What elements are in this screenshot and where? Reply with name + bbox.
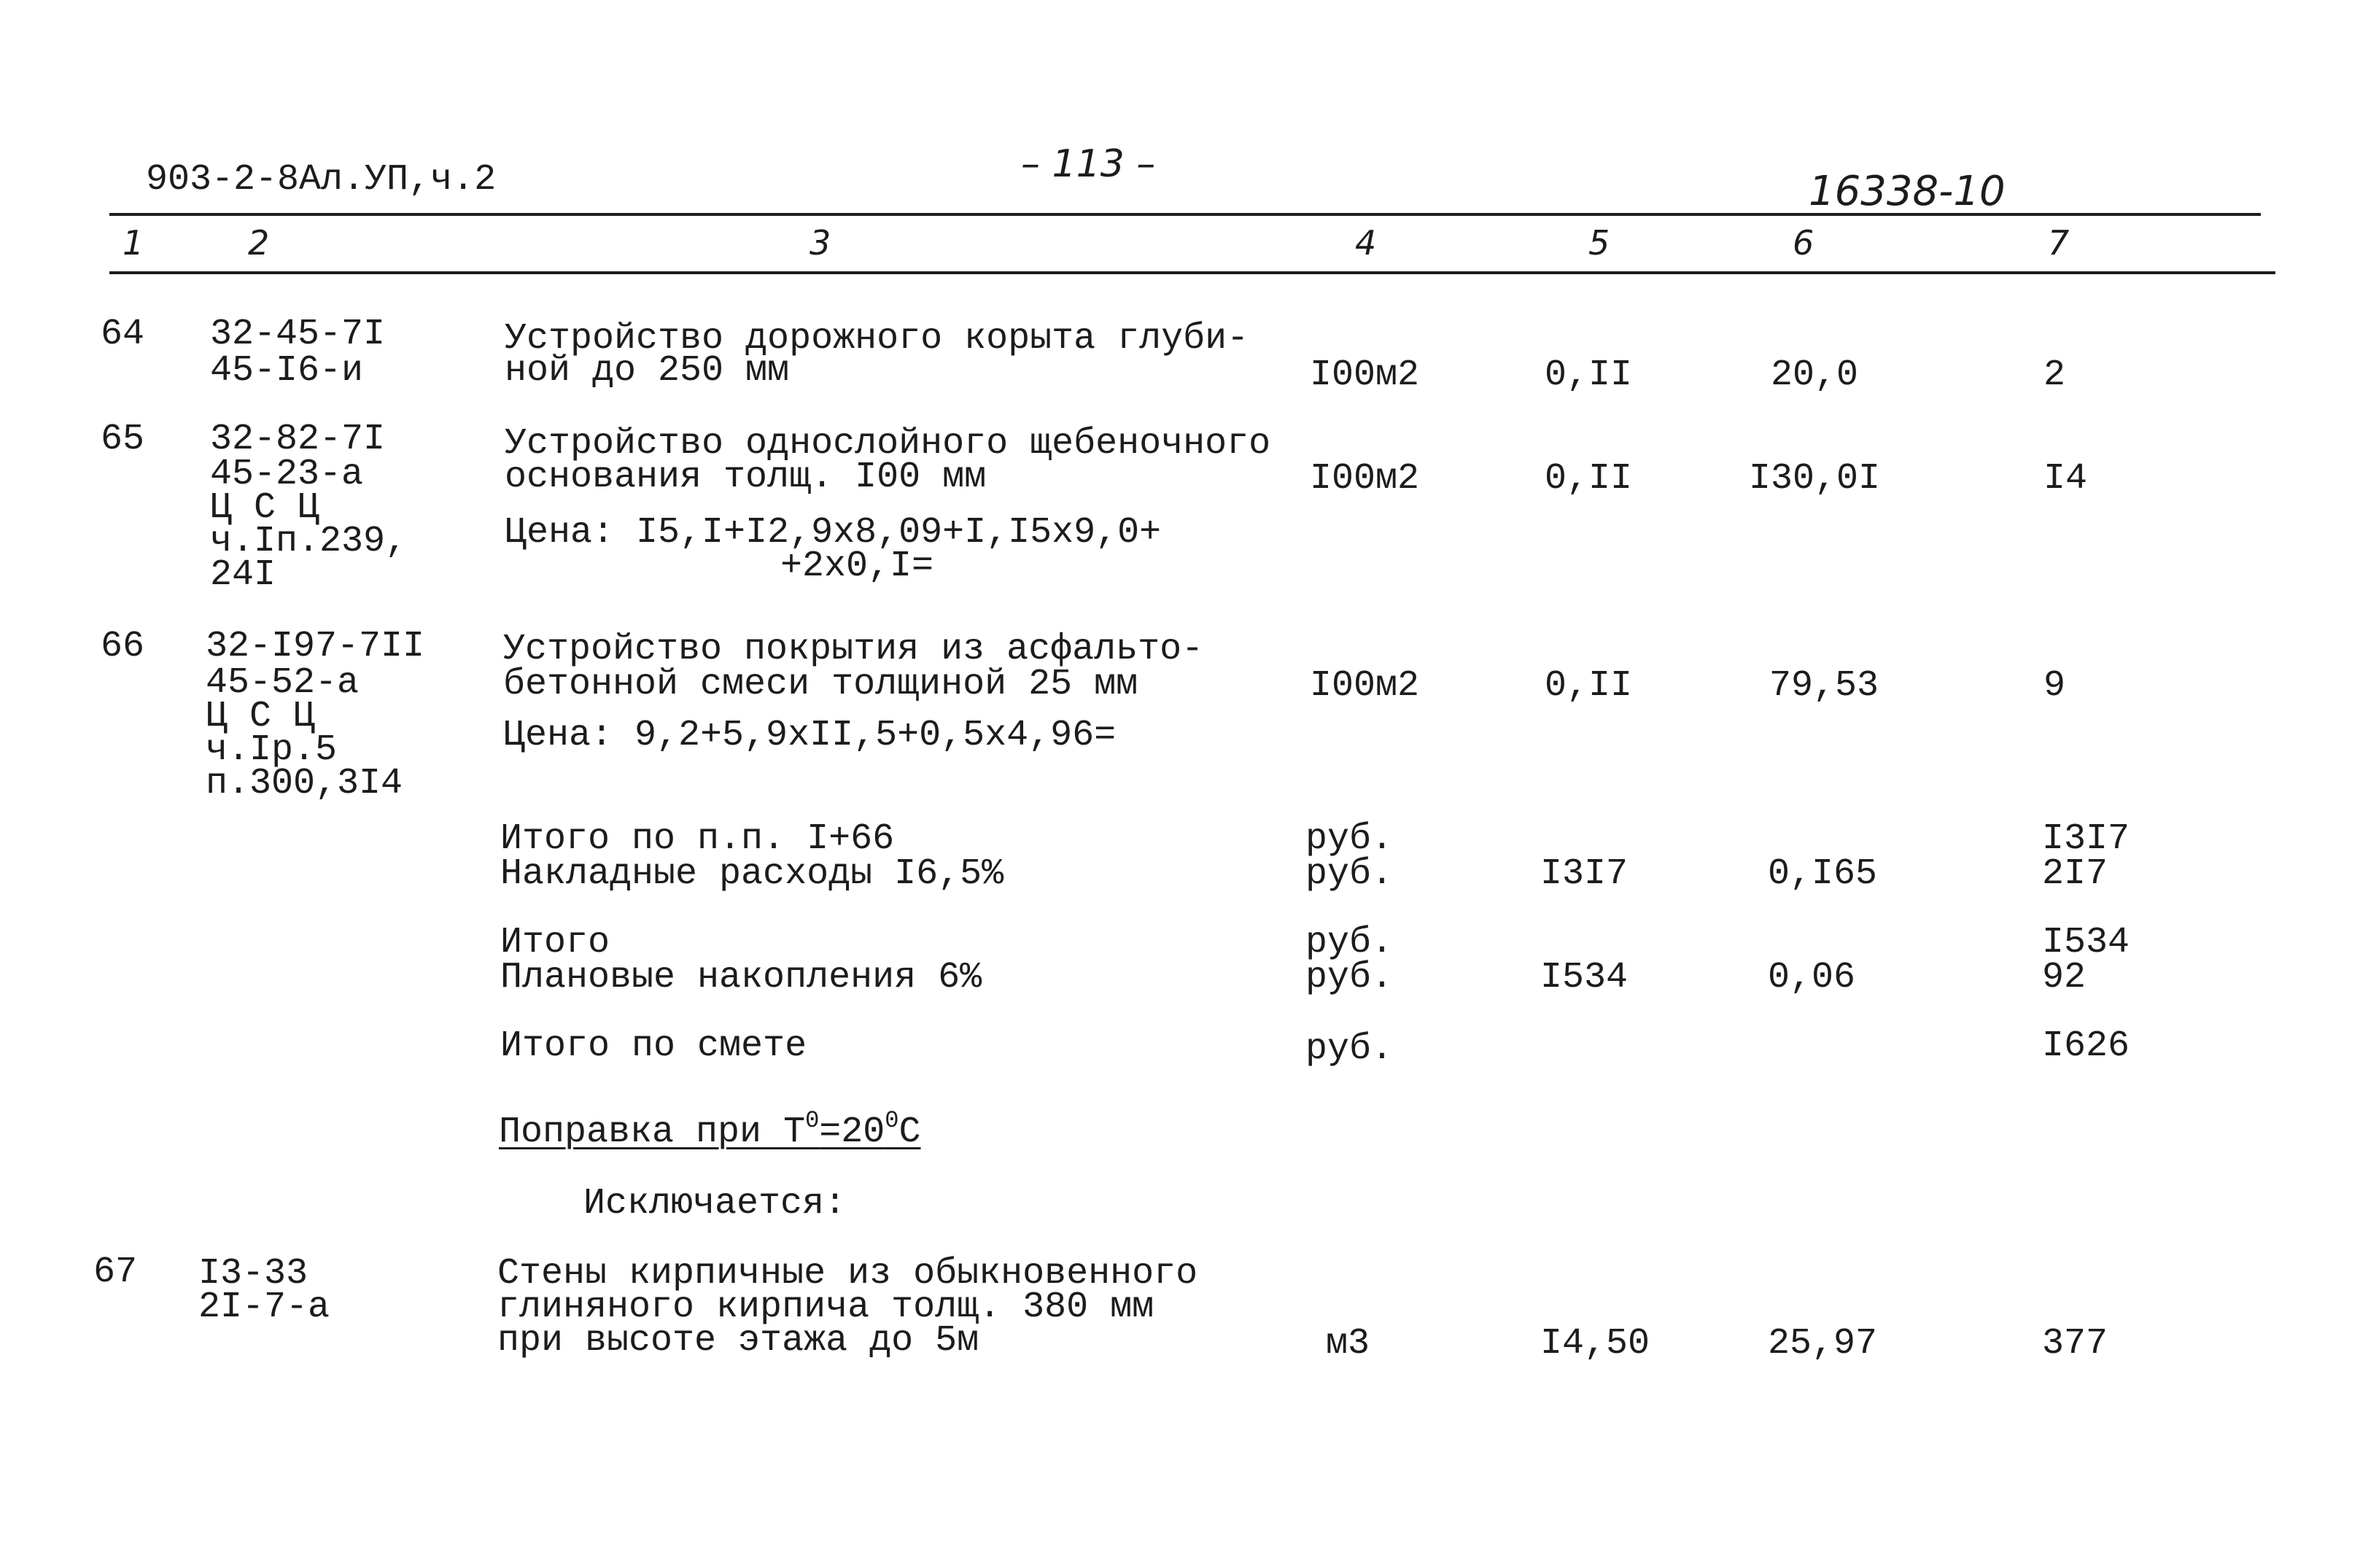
quantity: 0,II [1545,354,1633,396]
overhead-label: Накладные расходы I6,5% [500,853,1004,895]
unit-price: 20,0 [1771,354,1859,396]
page-number: – 113 – [1021,142,1156,186]
norm-code-line: ч.Iр.5 [206,729,338,771]
subtotal-label: Итого по п.п. I+66 [500,818,895,860]
work-description-line: Устройство дорожного корыта глуби- [505,318,1249,360]
unit-price: I30,0I [1749,458,1881,500]
subtotal-unit: руб. [1305,818,1394,860]
norm-code-line: 2I-7-а [198,1286,330,1328]
norm-code-line: 45-23-а [210,454,364,495]
planned-savings-label: Плановые накопления 6% [500,957,982,998]
norm-code-line: п.300,3I4 [206,763,403,804]
quantity: I4,50 [1540,1323,1650,1365]
unit-price: 79,53 [1769,665,1879,707]
overhead-unit: руб. [1305,853,1394,895]
header-top-rule [109,213,2261,216]
overhead-total: 2I7 [2042,853,2108,895]
norm-code-line: 32-45-7I [210,314,386,355]
work-description-line: при высоте этажа до 5м [497,1320,979,1362]
total-value: I534 [2042,922,2130,963]
correction-title: Поправка при $Т^0=20^0С$ [499,1107,921,1153]
total-label: Итого [500,922,610,963]
norm-code-line: ч.Iп.239, [210,521,408,562]
norm-code-line: 32-82-7I [210,419,386,460]
norm-code-line: 45-I6-и [210,350,364,392]
total-unit: руб. [1305,922,1394,963]
work-description-line: Устройство покрытия из асфальто- [503,629,1204,670]
quantity: 0,II [1545,458,1633,500]
column-number: 6 [1793,223,1814,263]
work-description-line: Стены кирпичные из обыкновенного [497,1253,1198,1295]
unit-price: 25,97 [1768,1323,1878,1365]
price-formula-line: Цена: 9,2+5,9xII,5+0,5x4,96= [503,715,1117,756]
row-number: 64 [101,314,145,355]
price-formula-line: +2x0,I= [780,546,934,587]
column-number: 1 [123,223,144,263]
column-number: 4 [1355,223,1377,263]
price-formula-line: Цена: I5,I+I2,9x8,09+I,I5x9,0+ [505,512,1162,554]
column-number: 5 [1588,223,1610,263]
column-number: 7 [2048,223,2070,263]
line-total: I4 [2043,458,2088,500]
grand-total-unit: руб. [1305,1028,1394,1070]
row-number: 67 [93,1251,138,1293]
planned-savings-rate: 0,06 [1768,957,1856,998]
column-number: 3 [810,223,831,263]
work-description-line: Устройство однослойного щебеночного [505,423,1271,465]
unit: м3 [1326,1323,1370,1365]
overhead-base: I3I7 [1540,853,1629,895]
header-bottom-rule [109,271,2275,274]
excluded-label: Исключается: [583,1183,847,1224]
line-total: 2 [2043,354,2066,396]
norm-code-line: I3-33 [198,1253,308,1295]
archive-number: 16338-10 [1809,168,2006,215]
work-description-line: бетонной смеси толщиной 25 мм [503,664,1138,705]
norm-code-line: 45-52-а [206,662,360,704]
norm-code-line: Ц С Ц [206,696,316,737]
line-total: 9 [2043,665,2066,707]
line-total: 377 [2042,1323,2108,1365]
column-number: 2 [248,223,270,263]
norm-code-line: 32-I97-7II [206,626,425,667]
planned-savings-total: 92 [2042,957,2086,998]
work-description-line: основания толщ. I00 мм [505,457,987,498]
planned-savings-base: I534 [1540,957,1629,998]
unit: I00м2 [1310,458,1420,500]
row-number: 66 [101,626,145,667]
work-description-line: ной до 250 мм [505,350,790,392]
work-description-line: глиняного кирпича толщ. 380 мм [497,1286,1154,1328]
grand-total-label: Итого по смете [500,1025,807,1067]
quantity: 0,II [1545,665,1633,707]
planned-savings-unit: руб. [1305,957,1394,998]
document-code: 903-2-8Ал.УП,ч.2 [146,159,497,201]
grand-total-value: I626 [2042,1025,2130,1067]
row-number: 65 [101,419,145,460]
norm-code-line: 24I [210,554,276,596]
overhead-rate: 0,I65 [1768,853,1878,895]
unit: I00м2 [1310,665,1420,707]
subtotal-total: I3I7 [2042,818,2130,860]
norm-code-line: Ц С Ц [210,487,320,529]
unit: I00м2 [1310,354,1420,396]
